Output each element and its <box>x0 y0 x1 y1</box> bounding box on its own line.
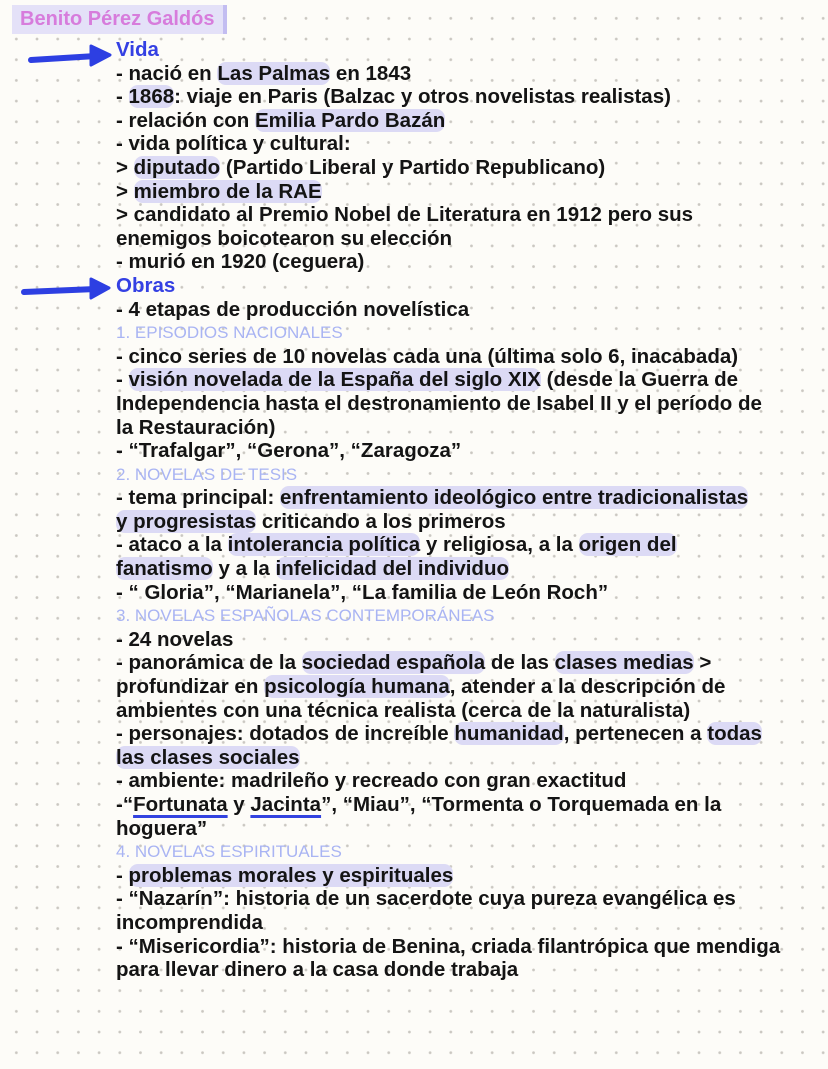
highlighted-text: psicología humana <box>264 675 450 699</box>
note-line <box>116 864 780 888</box>
note-text: , pertenecen a <box>563 722 708 746</box>
note-line <box>116 510 780 534</box>
highlighted-text: origen del <box>578 533 677 557</box>
underlined-text: Fortunata <box>133 793 228 816</box>
note-line <box>116 416 780 440</box>
note-text: - <box>116 368 129 392</box>
highlighted-text: clases medias <box>554 651 694 675</box>
group-heading: 2. NOVELAS DE TESIS <box>116 464 298 484</box>
note-line <box>116 769 780 793</box>
note-text: (Partido Liberal y Partido Republicano) <box>220 155 606 179</box>
highlighted-text: las clases sociales <box>116 745 300 769</box>
note-text: > candidato al Premio Nobel de Literatura en 1912 pero sus <box>116 203 694 227</box>
note-line <box>116 581 780 605</box>
note-line <box>116 699 780 723</box>
group-heading: 4. NOVELAS ESPIRITUALES <box>116 842 342 862</box>
note-text: - <box>116 863 129 887</box>
note-line <box>116 628 780 652</box>
note-line <box>116 132 780 156</box>
arrows-layer <box>0 0 116 310</box>
note-line <box>116 250 780 274</box>
note-line <box>116 722 780 746</box>
note-line <box>116 887 780 911</box>
note-line <box>116 557 780 581</box>
note-line <box>116 793 780 817</box>
note-text: para llevar dinero a la casa donde trabaja <box>116 958 519 982</box>
note-line <box>116 958 780 982</box>
note-line <box>116 911 780 935</box>
note-text: - ambiente: madrileño y recreado con gran exactitud <box>116 769 627 793</box>
note-text: - “Trafalgar”, “Gerona”, “Zaragoza” <box>116 439 462 463</box>
note-text: - <box>116 85 129 109</box>
note-text: (desde la Guerra de <box>540 368 739 392</box>
highlighted-text: miembro de la RAE <box>133 179 322 203</box>
note-text: - 24 novelas <box>116 627 234 651</box>
highlighted-text: problemas morales y espirituales <box>128 863 454 887</box>
highlighted-text: diputado <box>133 155 221 179</box>
note-text: - panorámica de la <box>116 651 302 675</box>
page-title: Benito Pérez Galdós <box>20 8 215 30</box>
highlighted-text: visión novelada de la España del siglo XIX <box>128 368 541 392</box>
note-text: - ataco a la <box>116 533 228 557</box>
note-line <box>116 345 780 369</box>
highlighted-text: infelicidad del individuo <box>275 557 510 581</box>
note-text: , atender a la descripción de <box>449 675 726 699</box>
note-text: de las <box>485 651 555 675</box>
note-line <box>116 439 780 463</box>
novel-stage-group <box>116 840 780 982</box>
note-line <box>116 817 780 841</box>
section-vida <box>116 38 780 274</box>
section-heading: Obras <box>116 273 176 297</box>
highlighted-text: intolerancia política <box>227 533 421 557</box>
note-line <box>116 203 780 227</box>
novel-stage-group <box>116 463 780 605</box>
note-text: - vida política y cultural: <box>116 132 351 156</box>
note-text: la Restauración) <box>116 415 276 439</box>
note-text: y religiosa, a la <box>420 533 579 557</box>
note-line <box>116 675 780 699</box>
highlighted-text: enfrentamiento ideológico entre tradicionalistas <box>280 486 749 510</box>
note-line <box>116 368 780 392</box>
note-text: y <box>227 793 251 816</box>
note-text: - 4 etapas de producción novelística <box>116 297 470 321</box>
note-text: enemigos boicotearon su elección <box>116 226 453 250</box>
note-text: > <box>116 155 134 179</box>
group-heading: 1. EPISODIOS NACIONALES <box>116 323 343 343</box>
underlined-text: Jacinta <box>250 793 322 816</box>
note-text: Independencia hasta el destronamiento de Isabel II y el período de <box>116 391 762 415</box>
note-text: -“ <box>116 793 134 816</box>
note-line <box>116 392 780 416</box>
highlighted-text: sociedad española <box>301 651 486 675</box>
vida-arrow-icon <box>31 46 110 65</box>
note-line <box>116 298 780 322</box>
note-line <box>116 156 780 180</box>
highlighted-text: y progresistas <box>116 509 257 533</box>
note-text: ambientes con una técnica realista (cerca de la naturalista) <box>116 698 691 722</box>
note-text: en 1843 <box>330 61 412 85</box>
note-content <box>116 38 780 982</box>
note-text: profundizar en <box>116 675 265 699</box>
group-heading: 3. NOVELAS ESPAÑOLAS CONTEMPORÁNEAS <box>116 606 495 626</box>
note-line <box>116 180 780 204</box>
note-text: : viaje en Paris (Balzac y otros novelistas realistas) <box>174 85 671 109</box>
note-text: - tema principal: <box>116 486 281 510</box>
highlighted-text: humanidad <box>454 722 564 746</box>
note-text: - nació en <box>116 61 218 85</box>
note-text: - murió en 1920 (ceguera) <box>116 250 365 274</box>
note-text: > <box>116 179 134 203</box>
note-text: incomprendida <box>116 910 263 934</box>
note-line <box>116 746 780 770</box>
note-text: hoguera” <box>116 816 208 840</box>
note-line <box>116 85 780 109</box>
note-line <box>116 486 780 510</box>
note-text: - “Misericordia”: historia de Benina, criada filantrópica que mendiga <box>116 934 781 958</box>
note-line <box>116 651 780 675</box>
note-text: - relación con <box>116 108 255 132</box>
novel-stage-group <box>116 321 780 463</box>
highlighted-text: Emilia Pardo Bazán <box>254 108 446 132</box>
note-line <box>116 62 780 86</box>
highlighted-text: fanatismo <box>116 557 213 581</box>
note-text: criticando a los primeros <box>256 509 506 533</box>
note-text: - “Nazarín”: historia de un sacerdote cuya pureza evangélica es <box>116 887 736 911</box>
note-text: y a la <box>212 557 276 581</box>
note-text: - “ Gloria”, “Marianela”, “La familia de León Roch” <box>116 580 609 604</box>
highlighted-text: Las Palmas <box>217 61 331 85</box>
note-line <box>116 533 780 557</box>
note-text: ”, “Miau”, “Tormenta o Torquemada en la <box>321 793 722 816</box>
note-line <box>116 227 780 251</box>
note-text: - cinco series de 10 novelas cada una (última solo 6, inacabada) <box>116 344 739 368</box>
obras-arrow-icon <box>24 279 109 298</box>
highlighted-text: todas <box>707 722 762 746</box>
note-text: > <box>693 651 712 675</box>
note-line <box>116 109 780 133</box>
section-obras <box>116 274 780 982</box>
note-line <box>116 935 780 959</box>
note-text: - personajes: dotados de increíble <box>116 722 455 746</box>
highlighted-text: 1868 <box>128 85 175 109</box>
novel-stage-group <box>116 604 780 840</box>
section-heading: Vida <box>116 38 159 61</box>
